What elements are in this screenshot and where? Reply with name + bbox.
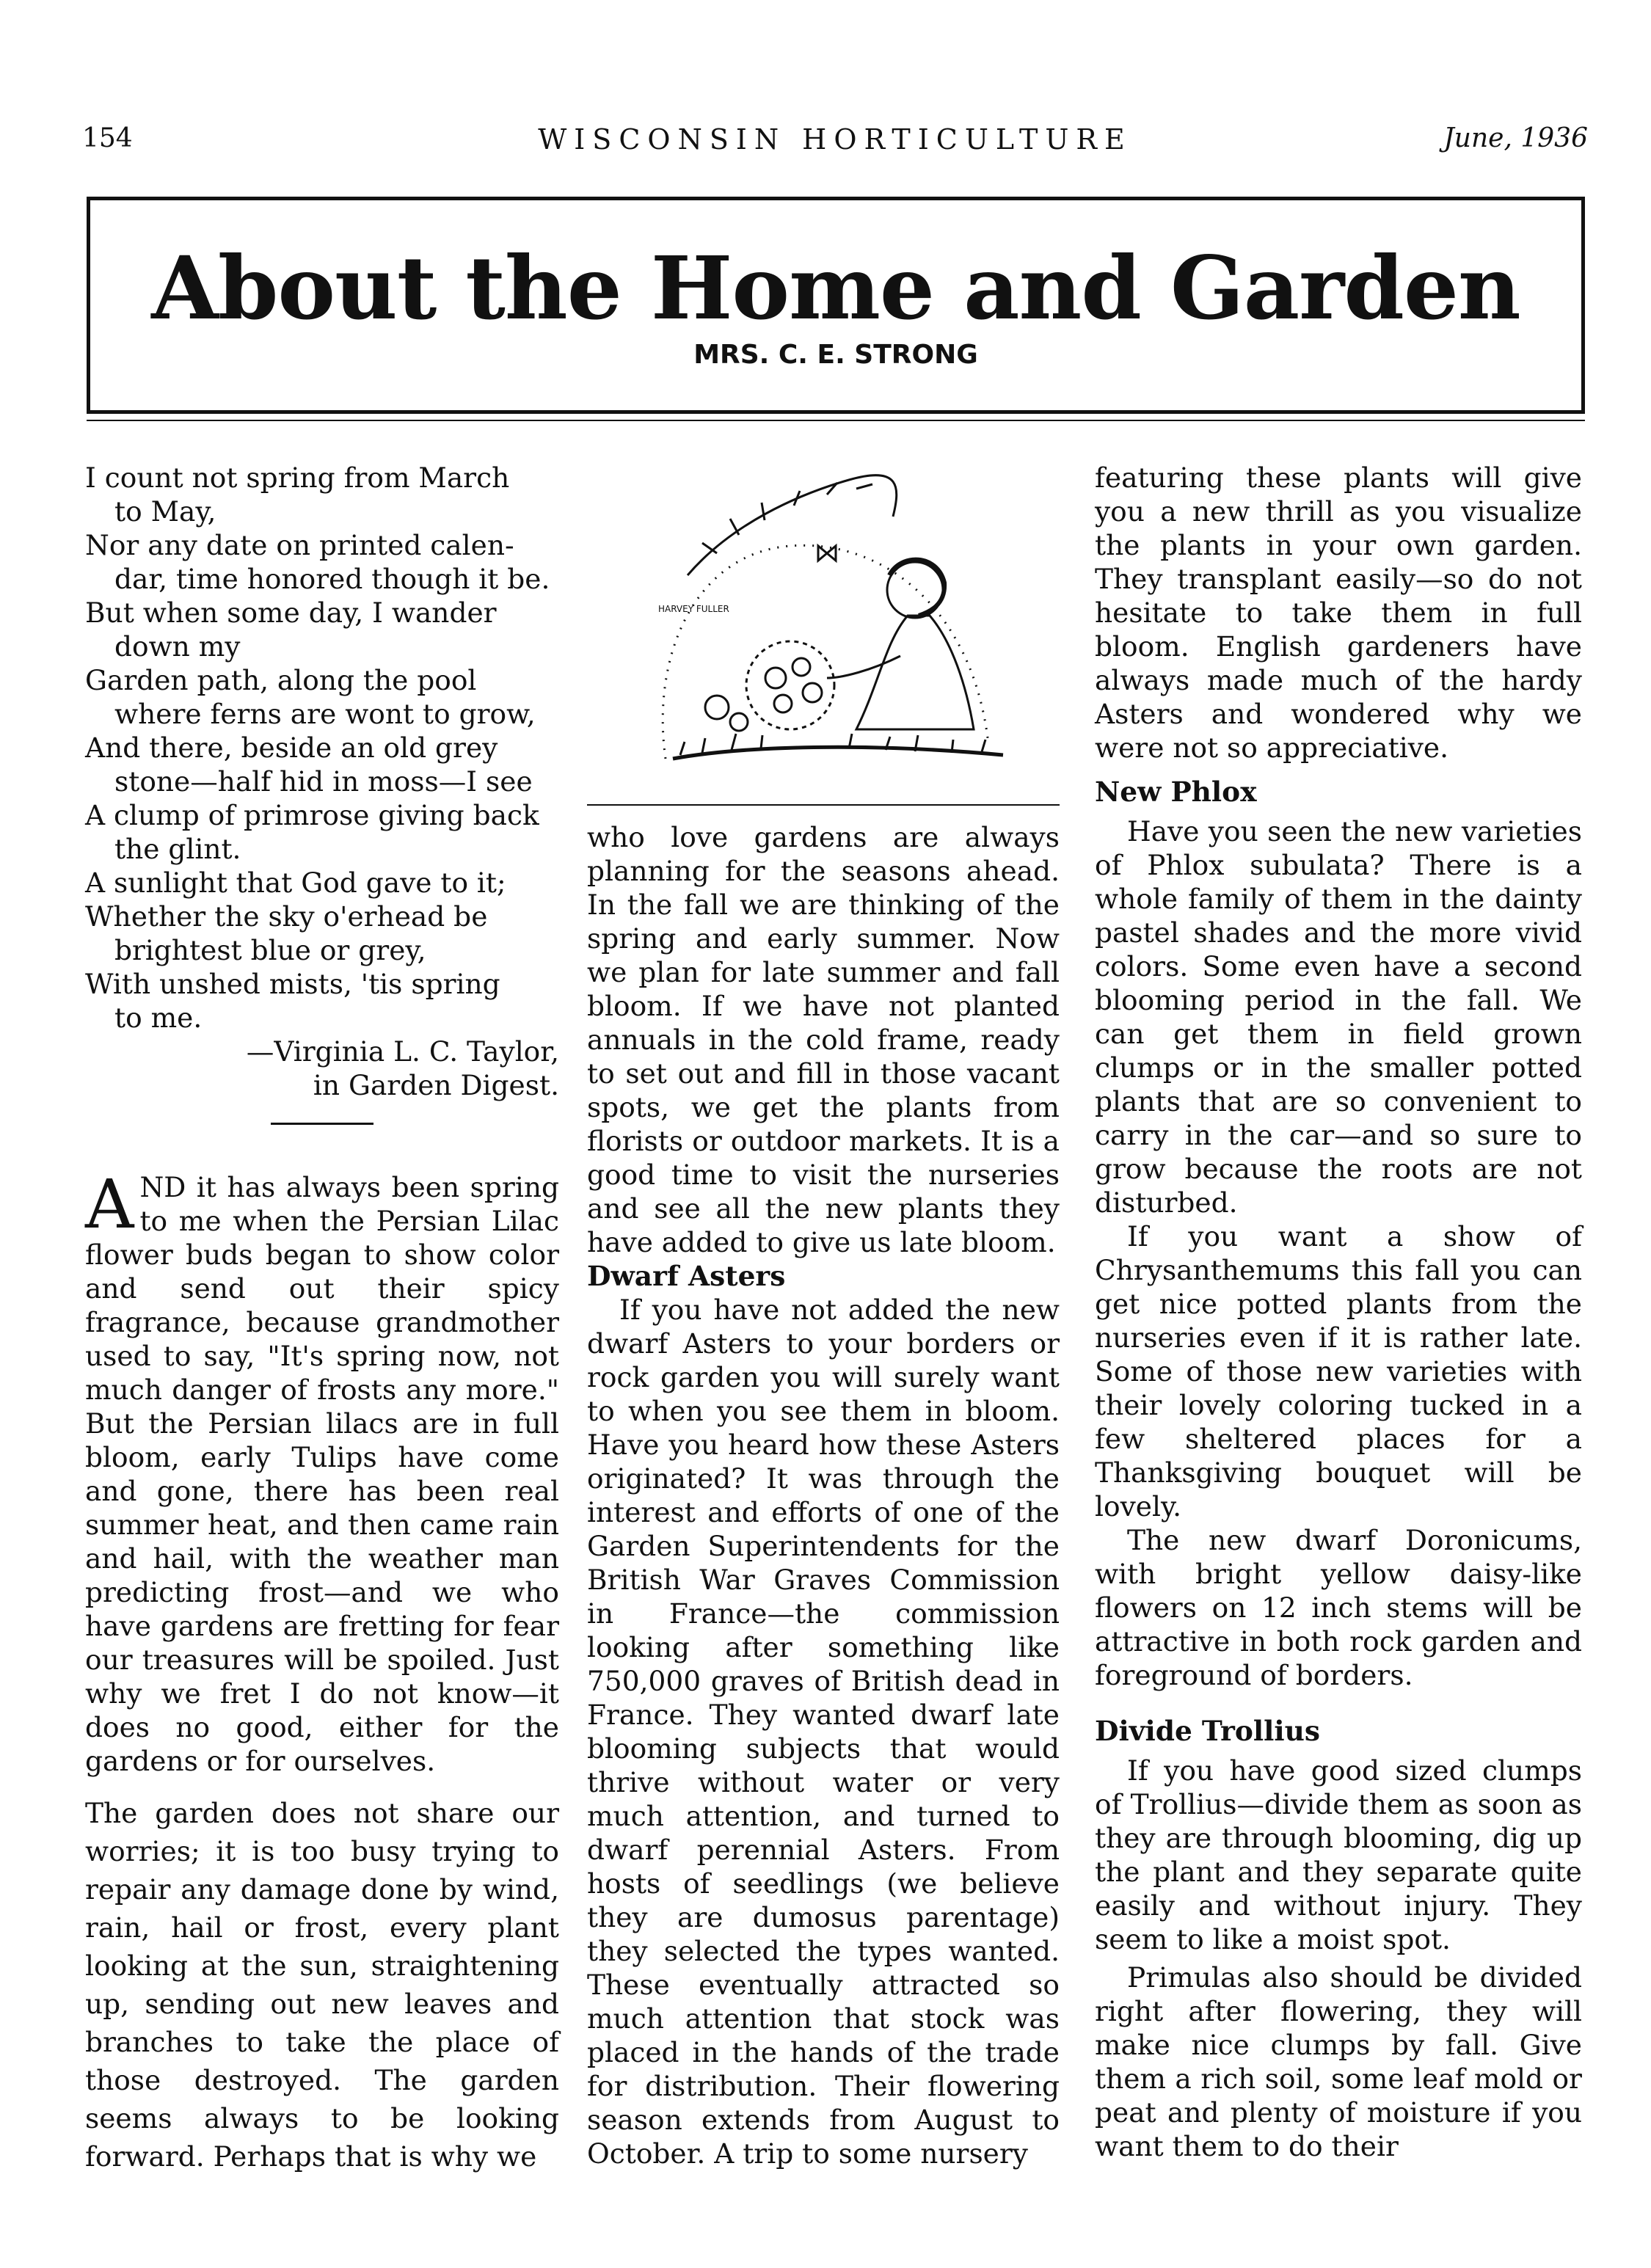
running-head <box>82 123 1588 167</box>
column-divider <box>587 804 1060 806</box>
article-author: MRS. C. E. STRONG <box>693 340 978 370</box>
poem-line: where ferns are wont to grow, <box>114 698 536 730</box>
paragraph-planning: who love gardens are always planning for the seasons ahead. In the fall we are thinking of the spring and early summer. Now we plan for late summer and fall bloom. If we have not planted annuals in the cold frame, ready to set out and fill in those vacant spots, we get the plants from florists or outdoor markets. It is a good time to visit the nurseries and see all the new plants they have added to give us late bloom. <box>587 821 1060 1258</box>
paragraph-new-phlox: Have you seen the new varieties of Phlox subulata? There is a whole family of them in the dainty pastel shades and the more vivid colors. Some even have a second blooming period in the fall. We can get them in field grown clumps or in the smaller potted plants that are so convenient to carry in the car—and so sure to grow because the roots are not disturbed. <box>1095 815 1582 1219</box>
poem-attribution-author: —Virginia L. C. Taylor, <box>246 1035 559 1068</box>
poem-line: Whether the sky o'erhead be <box>85 900 488 933</box>
poem-line: Nor any date on printed calen- <box>85 529 514 561</box>
poem-line: to me. <box>114 1002 203 1034</box>
paragraph-chrysanthemums: If you want a show of Chrysanthemums this fall you can get nice potted plants from the nurseries even if it is rather late. Some of those new varieties with their lovely coloring tucked in a few sheltered places for a Thanksgiving bouquet will be lovely. <box>1095 1220 1582 1523</box>
poem-line: With unshed mists, 'tis spring <box>85 968 500 1000</box>
column-1 <box>85 461 559 2176</box>
paragraph-garden-worries: The garden does not share our worries; it is too busy trying to repair any damage done by wind, rain, hail or frost, every plant looking at the sun, straightening up, sending out new leaves and branches to take the place of those destroyed. The garden seems always to be looking forward. Perhaps that is why we <box>85 1797 559 2173</box>
paragraph-asters-continued: featuring these plants will give you a new thrill as you visualize the plants in your own garden. They transplant easily—so do not hesitate to take them in full bloom. English gardeners have always made much of the hardy Asters and wondered why we were not so appreciative. <box>1095 462 1582 764</box>
section-divider <box>271 1123 373 1125</box>
page-number: 154 <box>82 123 133 153</box>
title-box <box>87 197 1585 414</box>
poem-line: to May, <box>114 495 216 528</box>
journal-title: WISCONSIN HORTICULTURE <box>538 123 1132 156</box>
heading-new-phlox: New Phlox <box>1095 776 1257 808</box>
poem-line: Garden path, along the pool <box>85 664 477 696</box>
poem-attribution-source: in Garden Digest. <box>313 1069 559 1101</box>
drop-cap: A <box>85 1165 134 1244</box>
paragraph-opening <box>85 1165 559 1778</box>
girl-picking-flowers-icon <box>607 465 1040 781</box>
title-underline <box>87 420 1585 421</box>
issue-date: June, 1936 <box>1443 123 1588 153</box>
poem-line: A clump of primrose giving back <box>85 799 539 831</box>
heading-divide-trollius: Divide Trollius <box>1095 1715 1320 1747</box>
poem-line: dar, time honored though it be. <box>114 563 550 595</box>
poem-line: stone—half hid in moss—I see <box>114 765 533 798</box>
poem-line: And there, beside an old grey <box>85 732 498 764</box>
poem <box>85 461 559 1035</box>
article-title: About the Home and Garden <box>151 237 1520 339</box>
paragraph-dwarf-asters: If you have not added the new dwarf Asters to your borders or rock garden you will surely want to when you see them in bloom. Have you heard how these Asters originated? It was through the interest and efforts of one of the Garden Superintendents for the British War Graves Commission in France—the commission looking after something like 750,000 graves of British dead in France. They wanted dwarf late blooming subjects that would thrive without water or very much attention, and turned to dwarf perennial Asters. From hosts of seedlings (we believe they are dumosus parentage) they selected the types wanted. These eventually attracted so much attention that stock was placed in the hands of the trade for distribution. Their flowering season extends from August to October. A trip to some nursery <box>587 1294 1060 2170</box>
paragraph-doronicums: The new dwarf Doronicums, with bright yellow daisy-like flowers on 12 inch stems will be attractive in both rock garden and foreground of borders. <box>1095 1524 1582 1691</box>
heading-dwarf-asters: Dwarf Asters <box>587 1260 786 1292</box>
poem-line: the glint. <box>114 833 241 865</box>
column-3 <box>1095 461 1582 2163</box>
poem-line: down my <box>114 630 241 663</box>
poem-line: brightest blue or grey, <box>114 934 426 966</box>
paragraph-opening-text: ND it has always been spring to me when the Persian Lilac flower buds began to show color and send out their spicy fragrance, because grandmother used to say, "It's spring now, not much danger of frosts any more." But the Persian lilacs are in full bloom, early Tulips have come and gone, there has been real summer heat, and then came rain and hail, with the weather man predicting frost—and we who have gardens are fretting for fear our treasures will be spoiled. Just why we fret I do not know—it does no good, either for the gardens or for ourselves. <box>85 1171 559 1777</box>
column-2 <box>587 461 1060 2170</box>
garden-girl-illustration <box>607 465 1040 781</box>
poem-line: I count not spring from March <box>85 462 510 494</box>
paragraph-trollius: If you have good sized clumps of Trollius—divide them as soon as they are through blooming, dig up the plant and they separate quite easily and without injury. They seem to like a moist spot. <box>1095 1754 1582 1955</box>
paragraph-primulas: Primulas also should be divided right after flowering, they will make nice clumps by fall. Give them a rich soil, some leaf mold or peat and plenty of moisture if you want them to do their <box>1095 1961 1582 2162</box>
illustrator-signature: HARVEY FULLER <box>658 604 729 614</box>
poem-line: A sunlight that God gave to it; <box>85 867 506 899</box>
poem-line: But when some day, I wander <box>85 597 497 629</box>
